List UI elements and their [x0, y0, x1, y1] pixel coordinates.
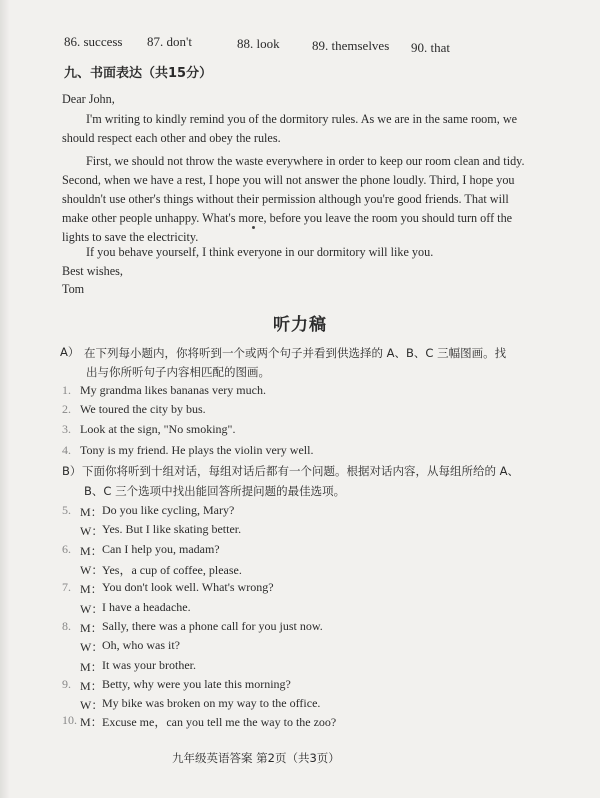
dialogue-number: 8.: [62, 619, 71, 633]
item-text: We toured the city by bus.: [80, 402, 206, 416]
answer-86: 86. success: [64, 34, 123, 49]
speaker: W：: [80, 524, 104, 538]
speaker: M：: [80, 621, 103, 635]
dialogue-text: My bike was broken on my way to the office.: [102, 696, 321, 710]
letter-greeting: Dear John,: [62, 92, 115, 106]
letter-line: If you behave yourself, I think everyone in our dormitory will like you.: [86, 245, 434, 259]
item-text: My grandma likes bananas very much.: [80, 383, 266, 397]
letter-closing: Best wishes,: [62, 264, 123, 278]
item-number: 2.: [62, 402, 71, 416]
answer-88: 88. look: [237, 36, 280, 51]
dialogue-text: Excuse me，can you tell me the way to the zoo?: [102, 715, 337, 729]
dialogue-text: Do you like cycling, Mary?: [102, 503, 235, 517]
speaker: M：: [80, 505, 103, 519]
letter-line: lights to save the electricity.: [62, 230, 199, 244]
letter-line: should respect each other and obey the rules.: [62, 131, 281, 145]
speaker: M：: [80, 660, 103, 674]
part-a-instruction: 在下列每小题内，你将听到一个或两个句子并看到供选择的 A、B、C 三幅图画。找: [84, 346, 507, 360]
item-text: Tony is my friend. He plays the violin very well.: [80, 443, 314, 457]
letter-signature: Tom: [62, 282, 85, 296]
speaker: M：: [80, 679, 103, 693]
scan-shadow: [0, 0, 10, 798]
letter-line: make other people unhappy. What's more, before you leave the room you should turn off the: [62, 211, 513, 225]
item-number: 3.: [62, 422, 71, 436]
dialogue-text: It was your brother.: [102, 658, 196, 672]
dialogue-text: Oh, who was it?: [102, 638, 180, 652]
answer-89: 89. themselves: [312, 38, 390, 53]
letter-line: shouldn't use other's things without their permission although you're good friends. That will: [62, 192, 509, 206]
speaker: W：: [80, 698, 104, 712]
dialogue-text: Yes，a cup of coffee, please.: [102, 563, 242, 577]
item-number: 1.: [62, 383, 71, 397]
page-footer: 九年级英语答案 第2页（共3页）: [172, 751, 340, 765]
page-title: 听力稿: [273, 315, 327, 335]
part-a-label: A）: [60, 345, 80, 359]
dialogue-number: 5.: [62, 503, 71, 517]
letter-line: First, we should not throw the waste everywhere in order to keep our room clean and tidy.: [86, 154, 525, 168]
dialogue-number: 9.: [62, 677, 71, 691]
speaker: M：: [80, 544, 103, 558]
item-number: 4.: [62, 443, 71, 457]
dialogue-text: Can I help you, madam?: [102, 542, 220, 556]
part-b-instruction: B、C 三个选项中找出能回答所提问题的最佳选项。: [84, 484, 346, 498]
part-a-instruction: 出与你所听句子内容相匹配的图画。: [86, 365, 270, 379]
dialogue-number: 10.: [62, 713, 77, 727]
dialogue-text: Betty, why were you late this morning?: [102, 677, 291, 691]
speaker: M：: [80, 582, 103, 596]
dialogue-text: I have a headache.: [102, 600, 191, 614]
section-heading: 九、书面表达（共15分）: [64, 66, 213, 81]
dialogue-number: 6.: [62, 542, 71, 556]
answer-90: 90. that: [411, 40, 450, 55]
part-b-instruction: 下面你将听到十组对话，每组对话后都有一个问题。根据对话内容，从每组所给的 A、: [82, 464, 520, 478]
speaker: M：: [80, 715, 103, 729]
answer-87: 87. don't: [147, 34, 192, 49]
letter-line: I'm writing to kindly remind you of the dormitory rules. As we are in the same room, we: [86, 112, 518, 126]
dialogue-text: Yes. But I like skating better.: [102, 522, 242, 536]
speaker: W：: [80, 602, 104, 616]
speaker: W：: [80, 563, 104, 577]
part-b-label: B）: [62, 464, 82, 478]
item-text: Look at the sign, "No smoking".: [80, 422, 236, 436]
dialogue-number: 7.: [62, 580, 71, 594]
ink-dot: [252, 226, 255, 229]
letter-line: Second, when we have a rest, I hope you will not answer the phone loudly. Third, I hope you: [62, 173, 515, 187]
speaker: W：: [80, 640, 104, 654]
dialogue-text: Sally, there was a phone call for you just now.: [102, 619, 323, 633]
dialogue-text: You don't look well. What's wrong?: [102, 580, 274, 594]
